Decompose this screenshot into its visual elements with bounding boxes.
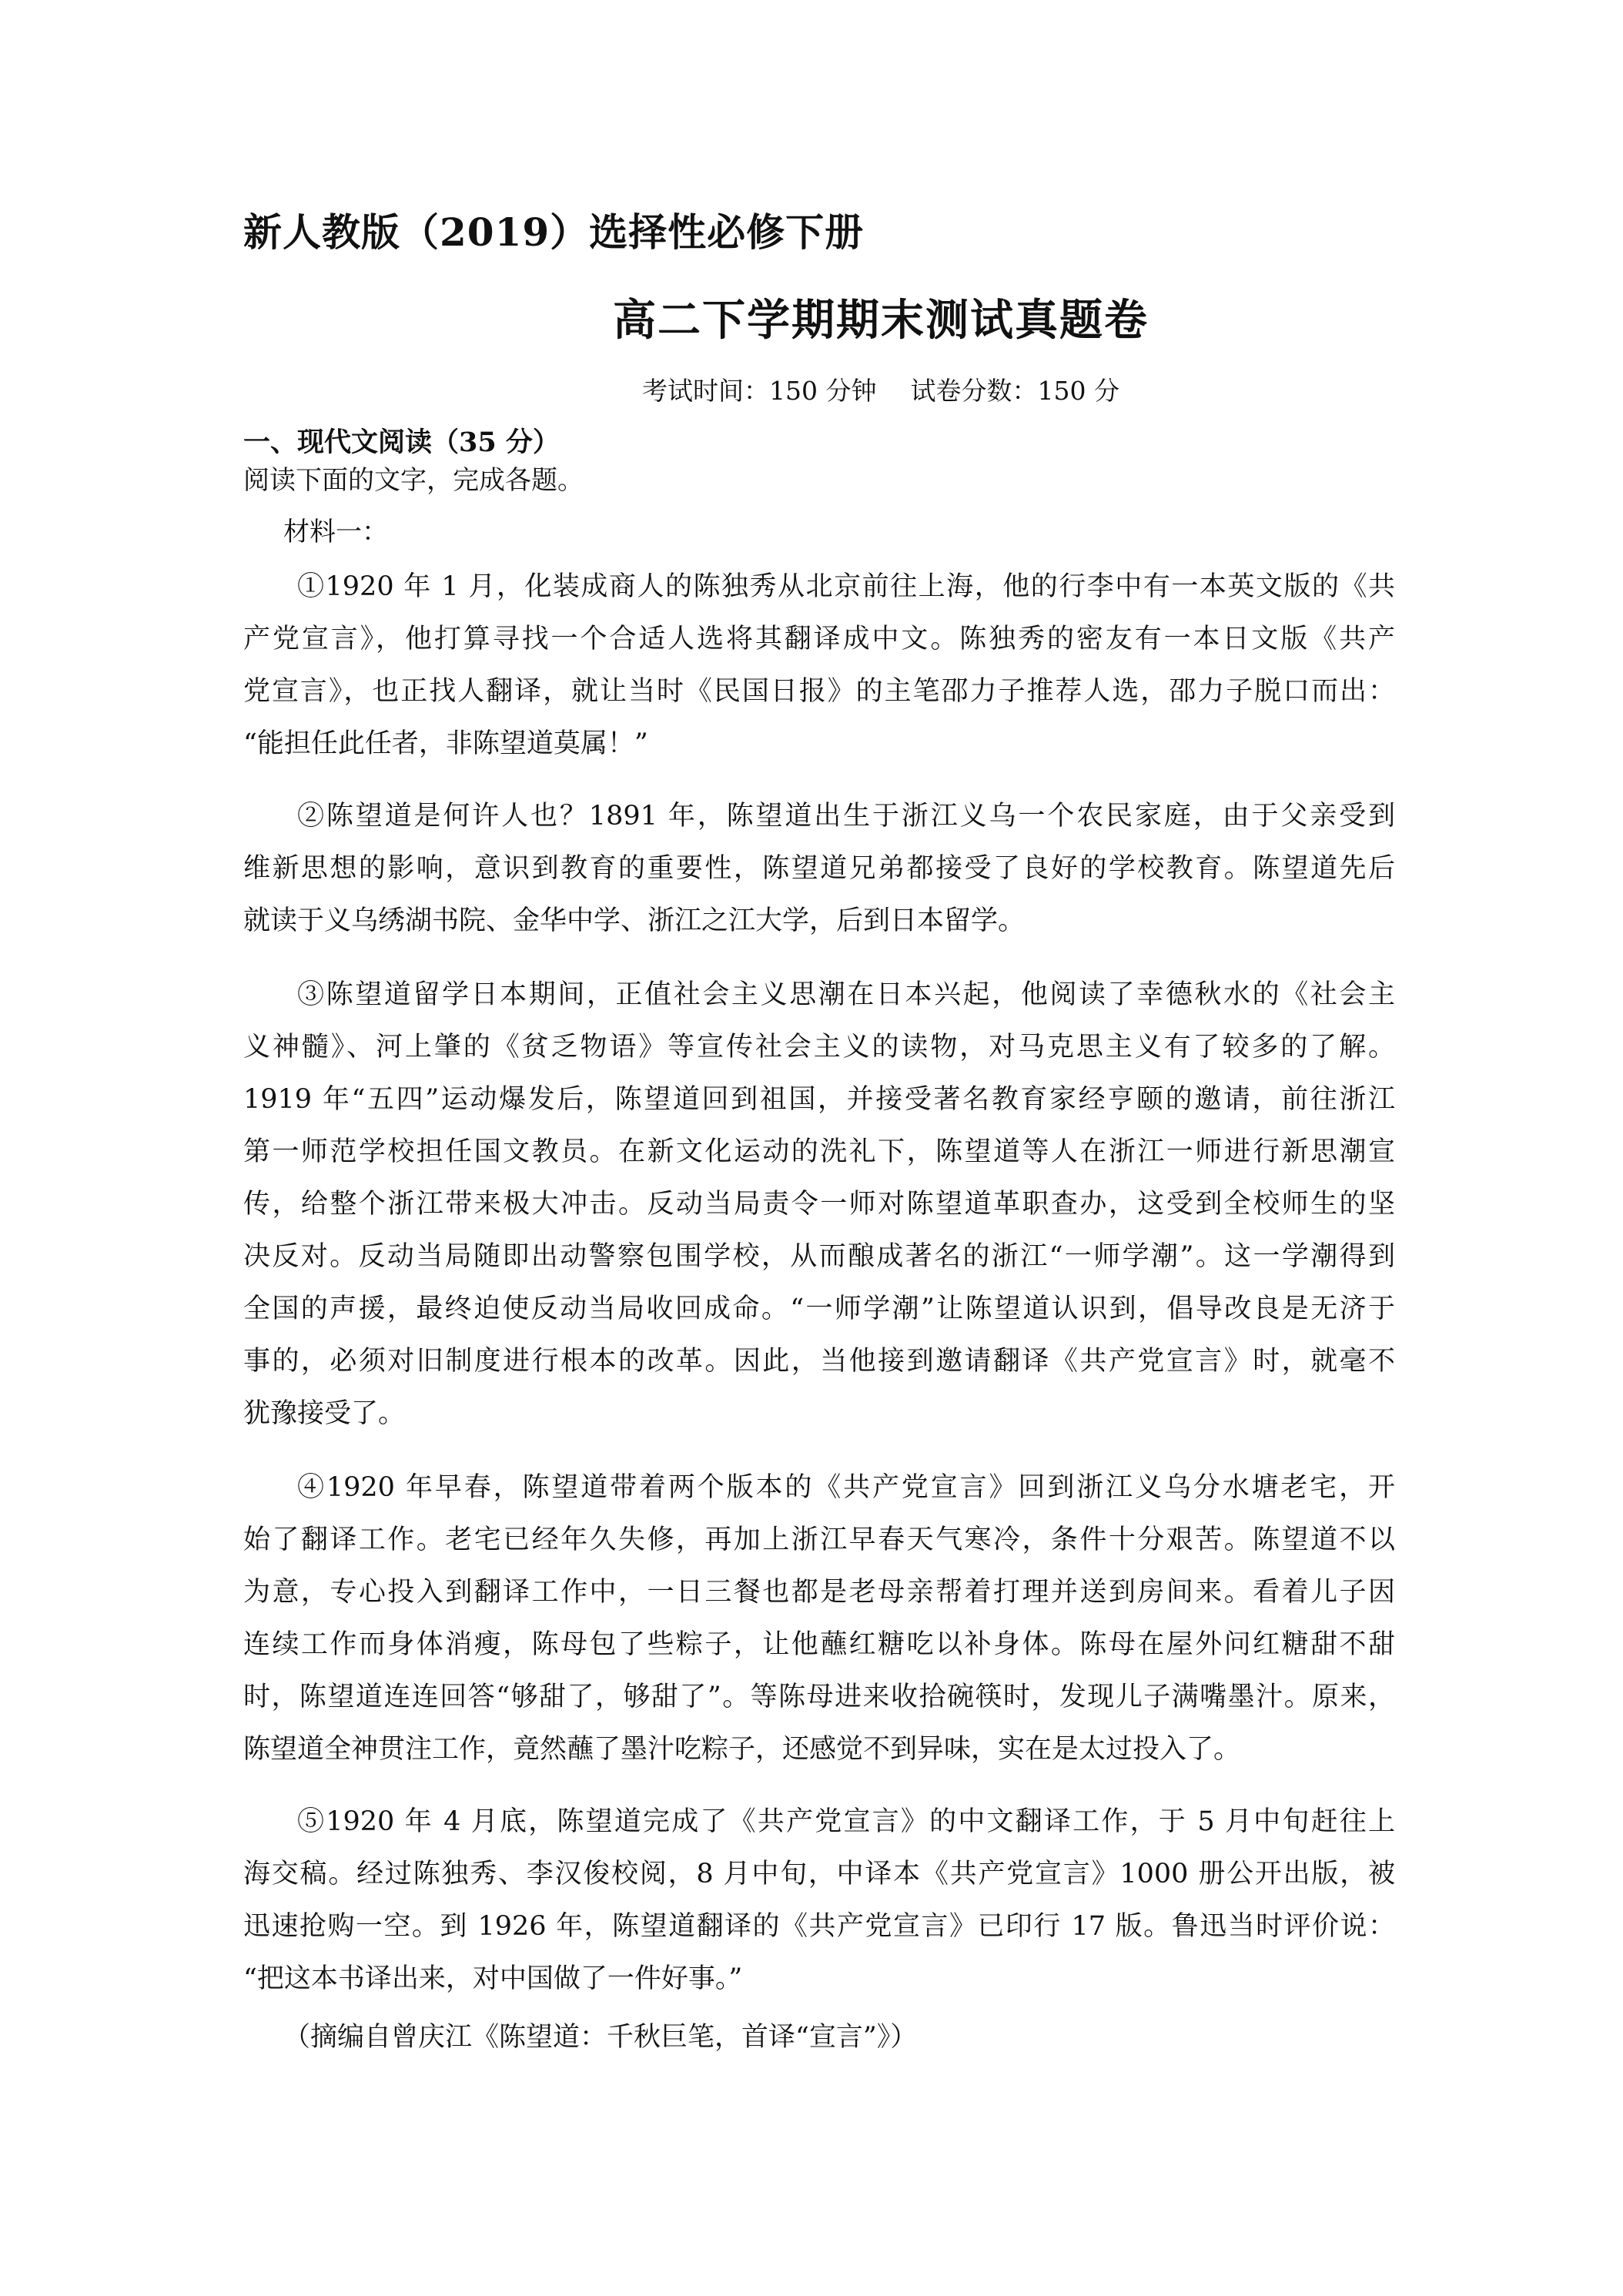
reading-instruction: 阅读下面的文字，完成各题。 [243,465,584,496]
paragraph-2-line: ②陈望道是何许人也？1891 年，陈望道出生于浙江义乌一个农民家庭，由于父亲受到 [297,801,1395,832]
paragraph-4-line: 始了翻译工作。老宅已经年久失修，再加上浙江早春天气寒冷，条件十分艰苦。陈望道不以 [243,1525,1395,1555]
paragraph-1-line: 党宣言》，也正找人翻译，就让当时《民国日报》的主笔邵力子推荐人选，邵力子脱口而出： [243,676,1395,707]
paragraph-3-line: ③陈望道留学日本期间，正值社会主义思潮在日本兴起，他阅读了幸德秋水的《社会主 [297,979,1395,1010]
paragraph-2-line: 就读于义乌绣湖书院、金华中学、浙江之江大学，后到日本留学。 [243,905,1026,936]
paragraph-3-line: 1919 年“五四”运动爆发后，陈望道回到祖国，并接受著名教育家经亨颐的邀请，前往浙江 [243,1084,1395,1115]
paragraph-1-line: ①1920 年 1 月，化装成商人的陈独秀从北京前往上海，他的行李中有一本英文版的《共 [297,571,1395,602]
paragraph-5-line: 迅速抢购一空。到 1926 年，陈望道翻译的《共产党宣言》已印行 17 版。鲁迅当时评价说： [243,1911,1395,1942]
paragraph-3-line: 义神髓》、河上肇的《贫乏物语》等宣传社会主义的读物，对马克思主义有了较多的了解。 [243,1032,1395,1063]
paragraph-4-line: 陈望道全神贯注工作，竟然蘸了墨汁吃粽子，还感觉不到异味，实在是太过投入了。 [243,1734,1241,1765]
paragraph-4-line: 时，陈望道连连回答“够甜了，够甜了”。等陈母进来收拾碗筷时，发现儿子满嘴墨汁。原来， [243,1682,1395,1712]
paragraph-4-line: 为意，专心投入到翻译工作中，一日三餐也都是老母亲帮着打理并送到房间来。看着儿子因 [243,1577,1395,1608]
paragraph-1-line: 产党宣言》，他打算寻找一个合适人选将其翻译成中文。陈独秀的密友有一本日文版《共产 [243,624,1395,654]
exam-title: 高二下学期期末测试真题卷 [613,295,1149,346]
paragraph-3-line: 事的，必须对旧制度进行根本的改革。因此，当他接到邀请翻译《共产党宣言》时，就毫不 [243,1346,1395,1377]
paragraph-3-line: 决反对。反动当局随即出动警察包围学校，从而酿成著名的浙江“一师学潮”。这一学潮得到 [243,1241,1395,1272]
paragraph-1-line: “能担任此任者，非陈望道莫属！” [243,728,648,759]
paragraph-2-line: 维新思想的影响，意识到教育的重要性，陈望道兄弟都接受了良好的学校教育。陈望道先后 [243,853,1395,884]
paragraph-3-line: 全国的声援，最终迫使反动当局收回成命。“一师学潮”让陈望道认识到，倡导改良是无济于 [243,1294,1395,1324]
paragraph-5-line: ⑤1920 年 4 月底，陈望道完成了《共产党宣言》的中文翻译工作，于 5 月中旬赶往上 [297,1806,1395,1837]
exam-info [0,371,1623,407]
source-citation: （摘编自曾庆江《陈望道：千秋巨笔，首译“宣言”》） [283,2022,918,2053]
exam-time: 考试时间：150 分钟 [642,376,877,406]
paragraph-5-line: 海交稿。经过陈独秀、李汉俊校阅，8 月中旬，中译本《共产党宣言》1000 册公开出版，被 [243,1859,1395,1889]
paragraph-3-line: 传，给整个浙江带来极大冲击。反动当局责令一师对陈望道革职查办，这受到全校师生的坚 [243,1189,1395,1220]
paragraph-4-line: 连续工作而身体消瘦，陈母包了些粽子，让他蘸红糖吃以补身体。陈母在屋外问红糖甜不甜 [243,1629,1395,1660]
material-label: 材料一： [283,517,388,547]
paragraph-5-line: “把这本书译出来，对中国做了一件好事。” [243,1963,743,1994]
paragraph-4-line: ④1920 年早春，陈望道带着两个版本的《共产党宣言》回到浙江义乌分水塘老宅，开 [297,1472,1395,1503]
series-title: 新人教版（2019）选择性必修下册 [243,209,865,255]
paragraph-3-line: 第一师范学校担任国文教员。在新文化运动的洗礼下，陈望道等人在浙江一师进行新思潮宣 [243,1136,1395,1167]
section-heading: 一、现代文阅读（35 分） [243,427,560,458]
exam-score: 试卷分数：150 分 [910,376,1119,406]
paragraph-3-line: 犹豫接受了。 [243,1398,406,1429]
